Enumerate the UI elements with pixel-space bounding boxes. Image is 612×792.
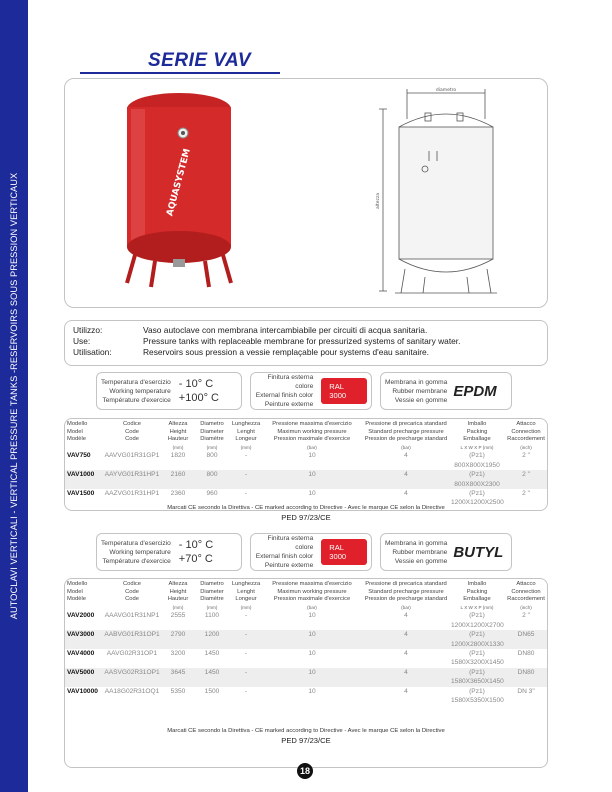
usage-text: Pressure tanks with replaceable membrane for pressurized systems of sanitary water. xyxy=(143,336,461,346)
ral-badge: RAL 3000 xyxy=(321,378,367,404)
header-line: Hauteur xyxy=(167,596,189,603)
table-cell: 1200 xyxy=(204,631,220,639)
table-row xyxy=(65,668,547,687)
header-line: Packing xyxy=(466,428,488,435)
table-cell: DN80 xyxy=(517,650,535,657)
header-line: Lenght xyxy=(237,428,255,435)
table-cell: - xyxy=(244,687,248,695)
table-header-cell xyxy=(361,421,451,451)
table-cell: AAYVG01R31HP1 xyxy=(104,471,160,479)
table-cell: (Pz1) 1200X1200X2700 xyxy=(451,612,504,629)
usage-label: Use: xyxy=(73,336,91,346)
header-line: Pression maximale d'exercice xyxy=(273,596,351,603)
usage-text: Vaso autoclave con membrana intercambiabile per circuiti di acqua sanitaria. xyxy=(143,325,428,335)
table-cell: 2160 xyxy=(170,471,186,479)
table-cell: AASVG02R31OP1 xyxy=(104,668,160,676)
table-cell: 10 xyxy=(308,687,316,695)
header-line: Pressione massima d'esercizio xyxy=(272,581,352,587)
header-line: Pressione di precarica standard xyxy=(365,421,447,427)
table-cell: (Pz1) 1580X5350X1500 xyxy=(451,687,504,705)
table-cell: 2555 xyxy=(170,612,186,620)
membrane-type: BUTYL xyxy=(453,543,504,561)
header-line: Raccordement xyxy=(507,596,545,603)
spec-block-epdm xyxy=(96,372,520,410)
spec-block-butyl xyxy=(96,533,520,571)
table-cell: DN80 xyxy=(517,668,535,676)
header-line: Modello xyxy=(67,421,88,427)
temp-label-en: Working temperature xyxy=(109,387,171,395)
table-header-cell xyxy=(103,581,161,611)
membrane-label-fr: Vessie en gomme xyxy=(394,396,448,404)
table-cell: 4 xyxy=(404,490,408,497)
header-line: L X W X P (mm) xyxy=(460,604,494,610)
header-line xyxy=(67,444,103,452)
finish-label-it: Finitura esterna colore xyxy=(267,374,314,390)
header-line: Codice xyxy=(122,421,142,427)
table-row xyxy=(65,630,547,649)
table-cell: DN65 xyxy=(517,631,535,639)
header-line: Hauteur xyxy=(167,436,189,443)
table-header-cell xyxy=(503,581,548,611)
table-cell: 1500 xyxy=(204,687,220,695)
header-line: (bar) xyxy=(307,444,317,450)
table-header-cell xyxy=(161,421,195,451)
table-cell: - xyxy=(244,490,248,497)
header-line: Emballage xyxy=(463,596,491,603)
header-line: Connection xyxy=(511,588,541,595)
header-line: Model xyxy=(67,428,83,435)
header-line: Longeur xyxy=(235,596,257,603)
tank-brand-label: AQUASYSTEM xyxy=(165,147,193,218)
table-cell: - xyxy=(244,650,248,657)
header-line: Connection xyxy=(511,428,541,435)
header-line: Standard precharge pressure xyxy=(368,588,444,595)
header-line: Maximun working pressure xyxy=(277,428,347,435)
header-line: Packing xyxy=(466,588,488,595)
model-table-epdm xyxy=(64,418,548,511)
table-cell: 4 xyxy=(404,612,408,620)
model-name: VAV5000 xyxy=(67,668,95,676)
header-line: Pression maximale d'exercice xyxy=(273,436,351,443)
table-cell: (Pz1) 800X800X2300 xyxy=(454,471,500,488)
header-line: Imballo xyxy=(467,581,487,587)
header-line: (mm) xyxy=(240,444,252,450)
header-line: Pressione massima d'esercizio xyxy=(272,421,352,427)
table-cell: 10 xyxy=(308,490,316,497)
header-line: Emballage xyxy=(463,436,491,443)
table-header-cell xyxy=(451,581,503,611)
table-cell: (Pz1) 800X800X1950 xyxy=(454,452,500,469)
title-underline xyxy=(80,72,280,74)
temp-label-fr: Température d'exercice xyxy=(102,396,171,404)
table-cell: 10 xyxy=(308,452,316,460)
table-cell: 4 xyxy=(404,668,408,676)
header-line: (mm) xyxy=(206,444,218,450)
header-line: Model xyxy=(67,588,83,595)
table-cell: DN 3" xyxy=(517,687,535,695)
table-cell: 800 xyxy=(206,452,218,460)
header-line xyxy=(103,604,161,612)
header-line: Modèle xyxy=(67,436,87,443)
temp-high: +100° C xyxy=(178,392,219,404)
table-cell: (Pz1) 1200X2800X1330 xyxy=(451,631,504,648)
table-cell: 3645 xyxy=(170,668,186,676)
header-line: Lunghezza xyxy=(231,581,261,587)
header-line: (bar) xyxy=(401,604,411,610)
header-line: Diameter xyxy=(200,588,224,595)
header-line: (bar) xyxy=(401,444,411,450)
table-header-cell xyxy=(195,421,229,451)
header-line: Lenght xyxy=(237,588,255,595)
temp-label-en: Working temperature xyxy=(109,548,171,556)
header-line: Attacco xyxy=(516,581,536,587)
finish-label-en: External finish color xyxy=(255,553,314,560)
table-cell: 5350 xyxy=(170,687,186,695)
table-cell: - xyxy=(244,612,248,620)
ped-directive: PED 97/23/CE xyxy=(281,513,331,522)
table-header-cell xyxy=(229,581,263,611)
table-cell: 4 xyxy=(404,650,408,657)
temperature-box xyxy=(96,533,242,571)
header-line: Code xyxy=(125,428,139,435)
header-line: Modèle xyxy=(67,596,87,603)
membrane-box xyxy=(380,533,512,571)
header-line: Longeur xyxy=(235,436,257,443)
table-cell: 1100 xyxy=(204,612,220,620)
table-cell: 960 xyxy=(206,490,218,497)
finish-label-it: Finitura esterna colore xyxy=(267,535,314,551)
table-cell: - xyxy=(244,452,248,460)
table-cell: 4 xyxy=(404,631,408,639)
table-cell: 2 " xyxy=(522,612,530,620)
ped-directive: PED 97/23/CE xyxy=(281,736,331,745)
model-name: VAV3000 xyxy=(67,631,95,639)
table-cell: 10 xyxy=(308,612,316,620)
table-cell: 1450 xyxy=(204,650,220,657)
membrane-label-en: Rubber membrane xyxy=(392,387,448,395)
table-cell: 10 xyxy=(308,631,316,639)
sidebar-title: AUTOCLAVI VERTICALI - VERTICAL PRESSURE TANKS -RESÉRVOIRS SOUS PRESSION VERTICAUX xyxy=(9,172,19,620)
table-cell: 1450 xyxy=(204,668,220,676)
membrane-box xyxy=(380,372,512,410)
header-line: Code xyxy=(125,588,139,595)
membrane-type: EPDM xyxy=(453,382,497,400)
table-cell: 4 xyxy=(404,452,408,460)
table-header-cell xyxy=(263,581,361,611)
temp-label-it: Temperatura d'esercizio xyxy=(101,378,171,386)
table-cell: 4 xyxy=(404,687,408,695)
header-line: Diametro xyxy=(200,421,224,427)
header-line xyxy=(67,604,103,612)
header-line: Height xyxy=(169,428,187,435)
model-name: VAV1000 xyxy=(67,471,95,479)
temp-label-it: Temperatura d'esercizio xyxy=(101,539,171,547)
header-line: Standard precharge pressure xyxy=(368,428,444,435)
drawing-diameter-label: diametro xyxy=(435,88,457,93)
header-line: Diametro xyxy=(200,581,224,587)
table-cell: AAZVG01R31HP1 xyxy=(104,490,160,497)
header-line: (inch) xyxy=(520,604,532,610)
membrane-label-it: Membrana in gomma xyxy=(385,378,448,386)
table-row xyxy=(65,687,547,706)
table-cell: 2360 xyxy=(170,490,186,497)
finish-label-fr: Peinture externe xyxy=(264,562,314,569)
table-cell: 2790 xyxy=(170,631,186,639)
ral-badge: RAL 3000 xyxy=(321,539,367,565)
ce-note: Marcati CE secondo la Direttiva - CE marked according to Directive - Avec le marque CE selon la Directive xyxy=(167,728,445,734)
header-line: Pressione di precarica standard xyxy=(365,581,447,587)
table-cell: (Pz1) 1580X3650X1450 xyxy=(451,668,504,686)
header-line: Pression de precharge standard xyxy=(364,596,448,603)
table-row xyxy=(65,451,547,470)
model-name: VAV1500 xyxy=(67,490,95,497)
header-line: (mm) xyxy=(172,604,184,610)
page-number: 18 xyxy=(297,763,313,779)
usage-row-fr xyxy=(73,347,539,358)
table-cell: - xyxy=(244,631,248,639)
table-row xyxy=(65,649,547,668)
model-name: VAV4000 xyxy=(67,650,95,657)
table-row xyxy=(65,470,547,489)
table-cell: (Pz1) 1200X1200X2500 xyxy=(451,490,504,507)
table-cell: 800 xyxy=(206,471,218,479)
table-cell: AAAVG01R31NP1 xyxy=(104,612,160,620)
table-cell: 2 " xyxy=(522,490,530,497)
membrane-label-en: Rubber membrane xyxy=(392,548,448,556)
header-line: (mm) xyxy=(172,444,184,450)
usage-label: Utilizzo: xyxy=(73,325,103,335)
model-name: VAV750 xyxy=(67,452,91,460)
table-cell: 10 xyxy=(308,650,316,657)
header-line: L X W X P (mm) xyxy=(460,444,494,450)
table-cell: 4 xyxy=(404,471,408,479)
model-name: VAV2000 xyxy=(67,612,95,620)
header-line: (mm) xyxy=(240,604,252,610)
usage-label: Utilisation: xyxy=(73,347,112,357)
table-cell: AAVG02R31OP1 xyxy=(106,650,158,657)
temp-low: - 10° C xyxy=(178,378,214,390)
header-line: Raccordement xyxy=(507,436,545,443)
table-cell: - xyxy=(244,668,248,676)
membrane-label-it: Membrana in gomma xyxy=(385,539,448,547)
header-line: Code xyxy=(125,596,139,603)
header-line: Codice xyxy=(122,581,142,587)
header-line: (bar) xyxy=(307,604,317,610)
table-cell: 3200 xyxy=(170,650,186,657)
temperature-box xyxy=(96,372,242,410)
table-cell: 10 xyxy=(308,471,316,479)
ce-note: Marcati CE secondo la Direttiva - CE marked according to Directive - Avec le marque CE selon la Directive xyxy=(167,505,445,511)
header-line xyxy=(103,444,161,452)
usage-box xyxy=(64,320,548,366)
table-row xyxy=(65,611,547,630)
table-header-cell xyxy=(103,421,161,451)
temp-label-fr: Température d'exercice xyxy=(102,557,171,565)
header-line: Modello xyxy=(67,581,88,587)
header-line: Maximun working pressure xyxy=(277,588,347,595)
header-line: Diameter xyxy=(200,428,224,435)
header-line: Imballo xyxy=(467,421,487,427)
header-line: Height xyxy=(169,588,187,595)
header-line: Lunghezza xyxy=(231,421,261,427)
table-header-cell xyxy=(503,421,548,451)
temp-low: - 10° C xyxy=(178,539,214,551)
finish-label-en: External finish color xyxy=(255,392,314,399)
drawing-height-label: altezza xyxy=(376,192,381,210)
tank-illustrations xyxy=(65,79,548,308)
temp-high: +70° C xyxy=(178,553,213,565)
table-cell: AAVVG01R31GP1 xyxy=(104,452,160,460)
table-header-cell xyxy=(361,581,451,611)
model-name: VAV10000 xyxy=(67,687,98,695)
product-images xyxy=(64,78,548,308)
header-line: Attacco xyxy=(516,421,536,427)
table-header-cell xyxy=(451,421,503,451)
table-header-cell xyxy=(65,581,103,611)
header-line: Diamètre xyxy=(200,596,224,603)
table-cell: AA18G02R31OQ1 xyxy=(104,687,160,695)
table-header xyxy=(65,579,547,611)
table-header xyxy=(65,419,547,451)
usage-row-it xyxy=(73,325,539,336)
table-cell: 10 xyxy=(308,668,316,676)
usage-row-en xyxy=(73,336,539,347)
finish-label-fr: Peinture externe xyxy=(264,401,314,408)
membrane-label-fr: Vessie en gomme xyxy=(394,557,448,565)
header-line: (inch) xyxy=(520,444,532,450)
header-line: Pression de precharge standard xyxy=(364,436,448,443)
table-header-cell xyxy=(263,421,361,451)
header-line: Altezza xyxy=(168,421,188,427)
finish-box xyxy=(250,372,372,410)
header-line: (mm) xyxy=(206,604,218,610)
table-cell: 1820 xyxy=(170,452,186,460)
table-header-cell xyxy=(195,581,229,611)
tank-photo xyxy=(127,93,231,287)
table-cell: (Pz1) 1580X3200X1450 xyxy=(451,650,504,667)
table-header-cell xyxy=(161,581,195,611)
table-header-cell xyxy=(229,421,263,451)
table-cell: AABVG01R31OP1 xyxy=(104,631,160,639)
header-line: Altezza xyxy=(168,581,188,587)
tank-drawing xyxy=(379,89,497,293)
table-cell: 2 " xyxy=(522,452,530,460)
usage-text: Reservoirs sous pression a vessie remplaçable pour systems d'eau sanitaire. xyxy=(143,347,430,357)
header-line: Code xyxy=(125,436,139,443)
finish-box xyxy=(250,533,372,571)
header-line: Diamètre xyxy=(200,436,224,443)
table-cell: 2 " xyxy=(522,471,530,479)
table-cell: - xyxy=(244,471,248,479)
table-header-cell xyxy=(65,421,103,451)
page-title: SERIE VAV xyxy=(148,50,252,71)
